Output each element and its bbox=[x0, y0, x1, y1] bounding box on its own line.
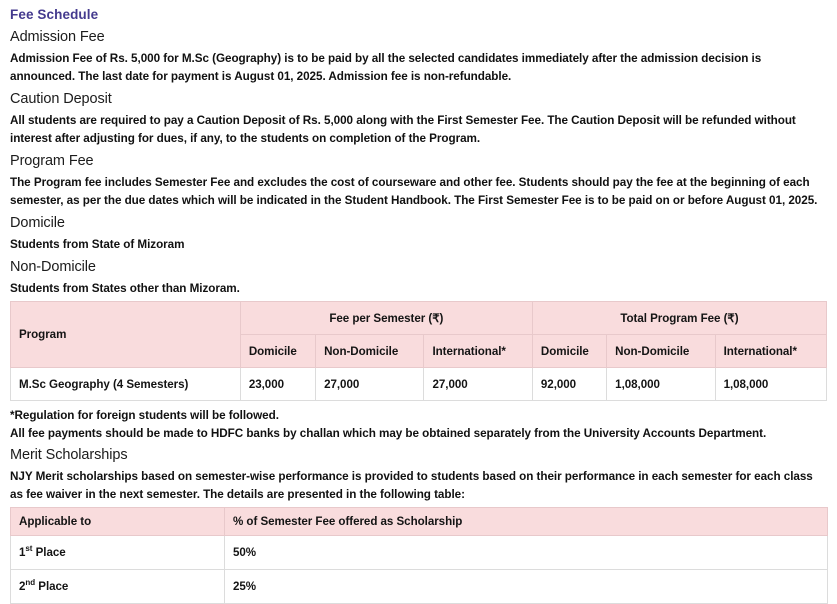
fee-table-row bbox=[11, 368, 827, 401]
section-heading-non-domicile: Non-Domicile bbox=[10, 258, 96, 275]
page-title: Fee Schedule bbox=[10, 7, 99, 22]
scholarship-table-header-row bbox=[11, 508, 828, 536]
fee-table-cell-semester-domicile: 23,000 bbox=[240, 368, 315, 401]
section-paragraph-admission-fee: Admission Fee of Rs. 5,000 for M.Sc (Geography) is to be paid by all the selected candidates immediately after the admission decision is announced. The last date for payment is August 01, 2025. Admission fee is non-refundable. bbox=[10, 52, 762, 83]
scholarship-ordinal-number: 2 bbox=[19, 580, 26, 593]
scholarship-ordinal-suffix: st bbox=[25, 544, 33, 554]
fee-table-header-program: Program bbox=[11, 302, 241, 368]
scholarship-ordinal-number: 1 bbox=[19, 546, 26, 559]
fee-table-cell-total-international: 1,08,000 bbox=[715, 368, 826, 401]
table-row bbox=[11, 536, 828, 570]
fee-table-cell-total-non-domicile: 1,08,000 bbox=[607, 368, 715, 401]
fee-table bbox=[10, 301, 827, 401]
scholarship-table bbox=[10, 507, 828, 604]
scholarship-table-cell-applicable-to bbox=[11, 536, 225, 570]
scholarship-place-label: Place bbox=[35, 580, 69, 593]
scholarship-table-cell-percent: 25% bbox=[225, 570, 828, 604]
fee-table-cell-total-domicile: 92,000 bbox=[532, 368, 606, 401]
fee-table-subheader-semester-international: International* bbox=[424, 335, 532, 368]
note-foreign-students: *Regulation for foreign students will be followed. bbox=[10, 409, 279, 422]
fee-table-cell-semester-non-domicile: 27,000 bbox=[316, 368, 424, 401]
fee-table-subheader-semester-domicile: Domicile bbox=[240, 335, 315, 368]
section-heading-program-fee: Program Fee bbox=[10, 153, 94, 169]
scholarship-table-cell-percent: 50% bbox=[225, 536, 828, 570]
fee-table-subheader-total-international: International* bbox=[715, 335, 826, 368]
fee-table-header-fee-per-semester: Fee per Semester (₹) bbox=[240, 302, 532, 335]
section-heading-caution-deposit: Caution Deposit bbox=[10, 91, 112, 107]
section-paragraph-merit-scholarships: NJY Merit scholarships based on semester-wise performance is provided to students based on their performance in each semester for each class as fee waiver in the next semester. The details are presented in the following table: bbox=[10, 470, 813, 501]
fee-table-group-header-row bbox=[11, 302, 827, 335]
fee-table-subheader-total-non-domicile: Non-Domicile bbox=[607, 335, 715, 368]
section-paragraph-non-domicile: Students from States other than Mizoram. bbox=[10, 281, 240, 295]
fee-table-header-total-program-fee: Total Program Fee (₹) bbox=[532, 302, 826, 335]
scholarship-table-header-applicable-to: Applicable to bbox=[11, 508, 225, 536]
section-paragraph-program-fee: The Program fee includes Semester Fee and excludes the cost of courseware and other fee. Students should pay the fee at the beginning of each semester, as per the due dates which will be indicated in the Student Handbook. The First Semester Fee is to be paid on or before August 01, 2025. bbox=[10, 176, 818, 207]
scholarship-ordinal-suffix: nd bbox=[25, 578, 36, 588]
scholarship-table-header-percent: % of Semester Fee offered as Scholarship bbox=[225, 508, 828, 536]
note-fee-payment: All fee payments should be made to HDFC banks by challan which may be obtained separately from the University Accounts Department. bbox=[10, 426, 767, 440]
fee-table-subheader-semester-non-domicile: Non-Domicile bbox=[316, 335, 424, 368]
scholarship-place-label: Place bbox=[32, 546, 66, 559]
section-heading-merit-scholarships: Merit Scholarships bbox=[10, 447, 128, 463]
fee-table-cell-semester-international: 27,000 bbox=[424, 368, 532, 401]
section-heading-domicile: Domicile bbox=[10, 215, 65, 231]
fee-table-cell-program: M.Sc Geography (4 Semesters) bbox=[11, 368, 241, 401]
section-paragraph-domicile: Students from State of Mizoram bbox=[10, 238, 185, 251]
section-paragraph-caution-deposit: All students are required to pay a Caution Deposit of Rs. 5,000 along with the First Semester Fee. The Caution Deposit will be refunded without interest after adjusting for dues, if any, to the students on completion of the Program. bbox=[10, 114, 796, 145]
section-heading-admission-fee: Admission Fee bbox=[10, 29, 105, 45]
fee-table-subheader-total-domicile: Domicile bbox=[532, 335, 606, 368]
